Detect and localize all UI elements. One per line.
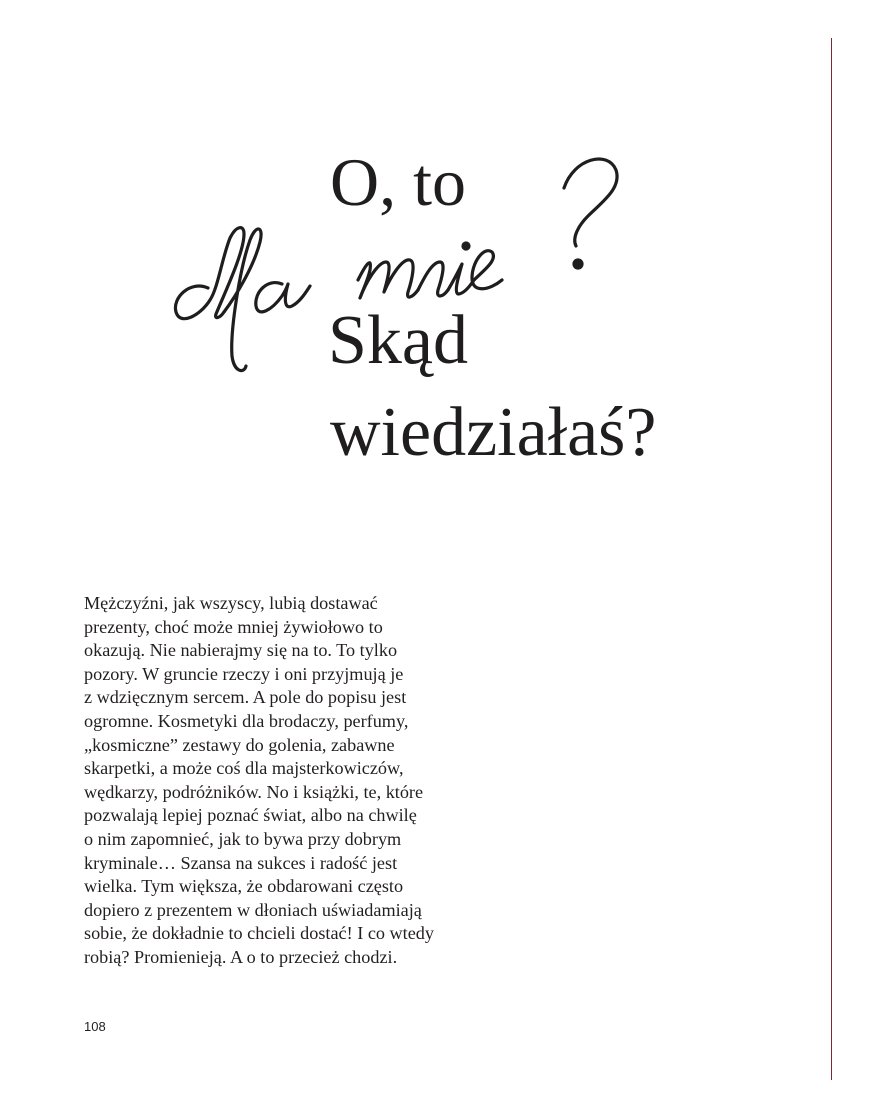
headline-line-3: wiedziałaś? — [330, 394, 657, 471]
body-line: dopiero z prezentem w dłoniach uświadamiają — [84, 899, 422, 920]
article-body — [84, 592, 484, 970]
vertical-rule — [831, 38, 832, 1080]
body-line: okazują. Nie nabierajmy się na to. To tylko — [84, 640, 398, 661]
body-line: „kosmiczne” zestawy do golenia, zabawne — [84, 734, 395, 755]
body-line: wielka. Tym większa, że obdarowani często — [84, 876, 404, 897]
headline-line-1: O, to — [330, 144, 466, 220]
body-line: z wdzięcznym sercem. A pole do popisu jest — [84, 687, 407, 708]
page-number: 108 — [84, 1019, 106, 1034]
body-line: ogromne. Kosmetyki dla brodaczy, perfumy, — [84, 710, 409, 731]
body-line: o nim zapomnieć, jak to bywa przy dobrym — [84, 828, 402, 849]
body-line: prezenty, choć może mniej żywiołowo to — [84, 616, 383, 637]
body-line: kryminale… Szansa na sukces i radość jest — [84, 852, 398, 873]
body-line: pozory. W gruncie rzeczy i oni przyjmują je — [84, 663, 404, 684]
body-line: skarpetki, a może coś dla majsterkowiczów, — [84, 758, 404, 779]
body-line: Mężczyźni, jak wszyscy, lubią dostawać — [84, 593, 378, 613]
body-line: pozwalają lepiej poznać świat, albo na chwilę — [84, 805, 417, 826]
body-line: wędkarzy, podróżników. No i książki, te, które — [84, 781, 424, 802]
body-line: sobie, że dokładnie to chcieli dostać! I co wtedy — [84, 923, 434, 944]
headline-line-2: Skąd — [328, 302, 468, 379]
body-line: robią? Promienieją. A o to przecież chodzi. — [84, 946, 398, 967]
